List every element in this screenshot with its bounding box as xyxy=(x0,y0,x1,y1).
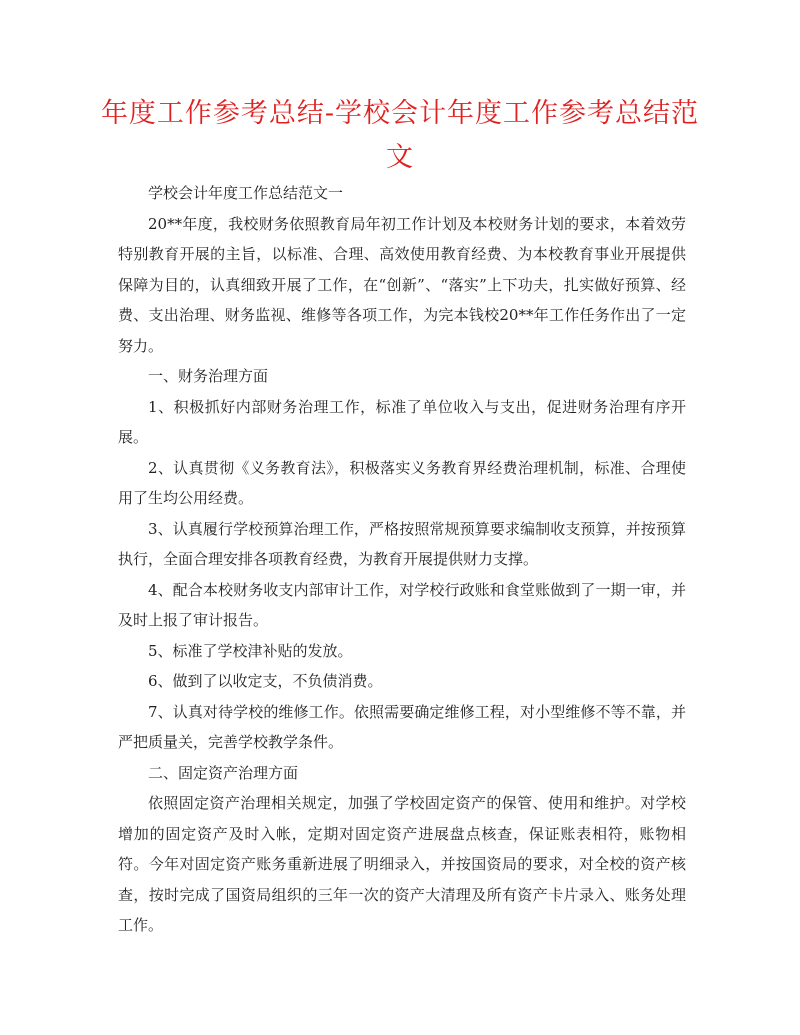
list-item: 1、积极抓好内部财务治理工作，标准了单位收入与支出，促进财务治理有序开展。 xyxy=(118,397,686,446)
section-subtitle: 学校会计年度工作总结范文一 xyxy=(148,184,344,202)
list-item: 6、做到了以收定支，不负债消费。 xyxy=(148,672,383,690)
assets-paragraph: 依照固定资产治理相关规定，加强了学校固定资产的保管、使用和维护。对学校增加的固定资产及时入帐，定期对固定资产进展盘点核查，保证账表相符，账物相符。今年对固定资产账务重新进展了明细录入，并按国资局的要求，对全校的资产核查，按时完成了国资局组织的三年一次的资产大清理及所有资产卡片录入、账务处理工作。 xyxy=(118,794,686,934)
document-title: 年度工作参考总结-学校会计年度工作参考总结范文 xyxy=(100,98,700,173)
list-item: 2、认真贯彻《义务教育法》，积极落实义务教育界经费治理机制，标准、合理使用了生均公用经费。 xyxy=(118,458,686,507)
section-heading-assets: 二、固定资产治理方面 xyxy=(148,763,299,782)
list-item: 3、认真履行学校预算治理工作，严格按照常规预算要求编制收支预算，并按预算执行，全面合理安排各项教育经费，为教育开展提供财力支撑。 xyxy=(118,519,686,568)
list-item: 5、标准了学校津补贴的发放。 xyxy=(148,641,353,660)
list-item: 4、配合本校财务收支内部审计工作，对学校行政账和食堂账做到了一期一审，并及时上报了审计报告。 xyxy=(118,580,686,629)
section-heading-finance: 一、财务治理方面 xyxy=(148,367,269,385)
list-item: 7、认真对待学校的维修工作。依照需要确定维修工程，对小型维修不等不靠，并严把质量关，完善学校教学条件。 xyxy=(118,702,686,751)
intro-paragraph: 20**年度，我校财务依照教育局年初工作计划及本校财务计划的要求，本着效劳特别教育开展的主旨，以标准、合理、高效使用教育经费、为本校教育事业开展提供保障为目的，认真细致开展了工作，在“创新”、“落实”上下功夫，扎实做好预算、经费、支出治理、财务监视、维修等各项工作，为完本钱校20**年工作任务作出了一定努力。 xyxy=(118,214,686,355)
document-body xyxy=(118,178,686,941)
